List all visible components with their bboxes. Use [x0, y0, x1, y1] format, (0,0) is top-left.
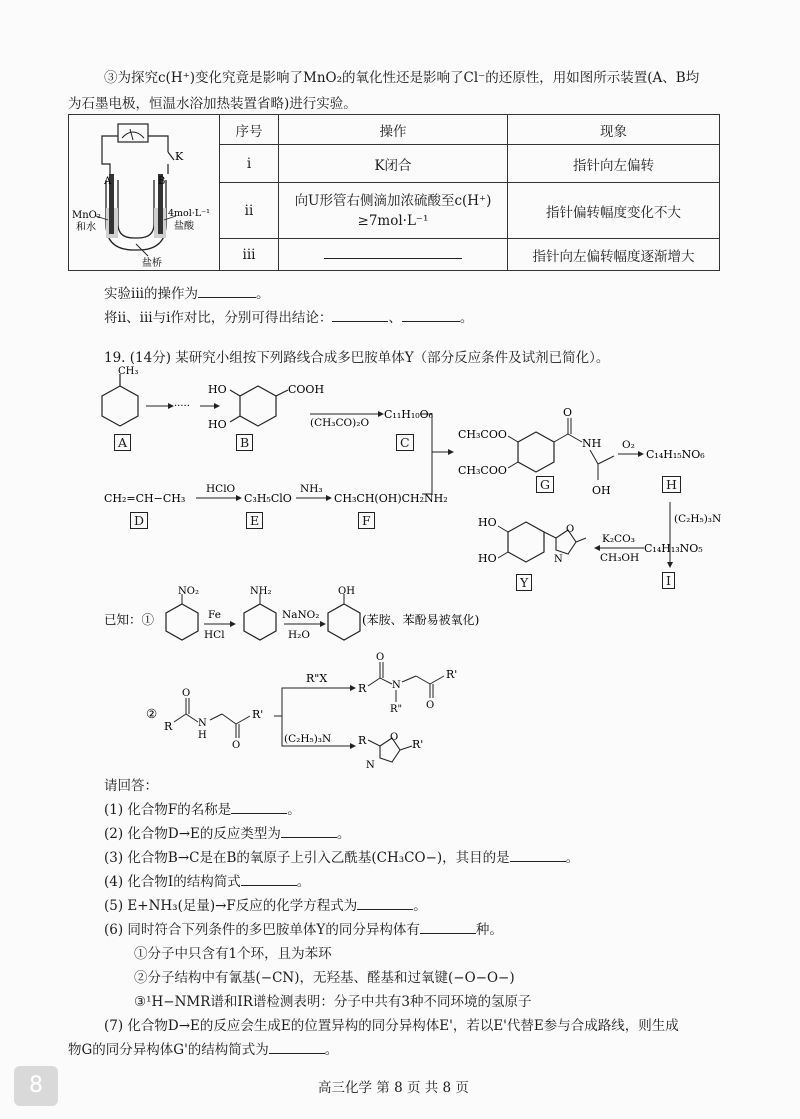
- y-ho1: HO: [478, 516, 497, 529]
- svg-text:O: O: [182, 688, 191, 699]
- label-k: K: [175, 150, 184, 163]
- label-box-e: E: [246, 512, 263, 529]
- reagent-et3n: (C₂H₅)₃N: [674, 513, 722, 525]
- question-1: (1) 化合物F的名称是 。: [104, 802, 301, 818]
- footer-text: 高三化学 第 8 页 共 8 页: [318, 1080, 469, 1096]
- question-5: (5) E+NH₃(足量)→F反应的化学方程式为 。: [104, 898, 427, 914]
- g-ac1: CH₃COO: [458, 428, 507, 441]
- svg-text:R: R: [164, 720, 173, 733]
- a-ch3: CH₃: [118, 366, 139, 377]
- reagent-k2co3: K₂CO₃: [602, 533, 635, 545]
- svg-text:O: O: [232, 740, 241, 751]
- question-4: (4) 化合物I的结构简式 。: [104, 874, 311, 890]
- known-oh: OH: [338, 586, 355, 597]
- d-formula: CH₂=CH−CH₃: [104, 492, 186, 505]
- label-a: A: [104, 176, 112, 187]
- h-formula: C₁₄H₁₅NO₆: [646, 448, 705, 461]
- svg-text:O: O: [376, 652, 385, 663]
- g-oh: OH: [592, 484, 611, 497]
- condition-1: ①分子中只含有1个环，且为苯环: [134, 946, 332, 962]
- g-nh: NH: [582, 437, 602, 450]
- svg-text:O: O: [426, 700, 435, 711]
- c-formula: C₁₁H₁₀O₆: [384, 408, 434, 421]
- label-box-f: F: [358, 512, 375, 529]
- header-phen: 现象: [508, 115, 720, 145]
- label-right1: 4mol·L⁻¹: [168, 208, 210, 219]
- row-op-line1: 向U形管右侧滴加浓硫酸至c(H⁺): [294, 192, 492, 209]
- b-cooh: COOH: [288, 383, 325, 396]
- row-op-blank: [279, 239, 508, 271]
- label-box-d: D: [130, 512, 148, 529]
- svg-text:O: O: [390, 732, 399, 743]
- q18-iii-op: 实验iii的操作为 。: [104, 286, 270, 302]
- q18-conclusion: 将ii、iii与i作对比，分别可得出结论： 、 。: [104, 310, 474, 326]
- question-7-line2: 物G的同分异构体G'的结构简式为 。: [68, 1042, 339, 1058]
- label-box-a: A: [114, 434, 131, 451]
- row-phen: 指针向左偏转: [508, 145, 720, 183]
- row-no: i: [220, 145, 279, 183]
- svg-text:R': R': [446, 668, 458, 681]
- known-rppx: R"X: [306, 672, 328, 685]
- reagent-hclo: HClO: [206, 483, 236, 495]
- y-ho2: HO: [478, 552, 497, 565]
- header-no: 序号: [220, 115, 279, 145]
- known-reactions: [100, 584, 740, 784]
- condition-2: ②分子结构中有氰基(−CN)，无羟基、醛基和过氧键(−O−O−): [134, 970, 515, 986]
- label-b: B: [158, 176, 166, 187]
- g-o: O: [563, 406, 573, 419]
- e-formula: C₃H₅ClO: [244, 492, 292, 505]
- q18-intro-line2: 为石墨电极，恒温水浴加热装置省略)进行实验。: [68, 96, 357, 112]
- answer-prompt: 请回答：: [104, 778, 158, 794]
- known-hcl: HCl: [204, 629, 225, 641]
- label-bridge: 盐桥: [142, 258, 162, 269]
- question-2: (2) 化合物D→E的反应类型为 。: [104, 826, 351, 842]
- y-n: N: [554, 554, 563, 565]
- synthesis-scheme: [60, 362, 740, 602]
- question-3: (3) 化合物B→C是在B的氧原子上引入乙酰基(CH₃CO−)，其目的是 。: [104, 850, 580, 866]
- page-number-badge: 8: [14, 1066, 58, 1106]
- svg-text:N: N: [198, 718, 207, 729]
- b-ho1: HO: [208, 383, 227, 396]
- svg-text:R': R': [252, 708, 264, 721]
- svg-text:N: N: [366, 760, 375, 771]
- label-box-g: G: [536, 476, 554, 493]
- row-op: [279, 183, 508, 239]
- header-op: 操作: [279, 115, 508, 145]
- label-box-h: H: [662, 476, 681, 493]
- svg-text:R': R': [412, 738, 424, 751]
- reagent-bc: (CH₃CO)₂O: [310, 417, 370, 429]
- svg-text:·····: ·····: [174, 401, 190, 412]
- condition-3: ③¹H−NMR谱和IR谱检测表明：分子中共有3种不同环境的氢原子: [134, 994, 532, 1010]
- known-label: 已知：①: [104, 612, 155, 627]
- label-left2: 和水: [76, 222, 96, 233]
- svg-text:R: R: [358, 682, 367, 695]
- row-phen: 指针偏转幅度变化不大: [508, 183, 720, 239]
- known-note: (苯胺、苯酚易被氧化): [362, 613, 480, 627]
- reagent-ch3oh: CH₃OH: [600, 552, 640, 564]
- label-box-y: Y: [516, 574, 532, 591]
- g-ac2: CH₃COO: [458, 464, 507, 477]
- known-fe: Fe: [208, 609, 221, 621]
- svg-text:R": R": [390, 704, 403, 715]
- question-7-line1: (7) 化合物D→E的反应会生成E的位置异构的同分异构体E'，若以E'代替E参与合成路线，则生成: [104, 1018, 679, 1034]
- compound-a-structure: [102, 366, 138, 426]
- row-phen: 指针向左偏转幅度逐渐增大: [508, 239, 720, 271]
- row-op: K闭合: [279, 145, 508, 183]
- question-6: (6) 同时符合下列条件的多巴胺单体Y的同分异构体有 种。: [104, 922, 503, 938]
- svg-text:R: R: [358, 734, 367, 747]
- known-two: ②: [146, 706, 158, 721]
- galvanic-cell-diagram: [70, 116, 218, 272]
- row-no: ii: [220, 183, 279, 239]
- label-box-c: C: [396, 434, 414, 451]
- compound-b-structure: [208, 383, 324, 431]
- row-no: iii: [220, 239, 279, 271]
- known-no2: NO₂: [178, 586, 199, 597]
- label-box-b: B: [236, 434, 253, 451]
- known-et3n: (C₂H₅)₃N: [284, 733, 332, 745]
- label-left1: MnO₂: [72, 210, 101, 221]
- reagent-o2: O₂: [622, 439, 635, 451]
- compound-y-structure: [478, 516, 586, 565]
- svg-text:N: N: [392, 680, 401, 691]
- q19-title: 19. (14分) 某研究小组按下列路线合成多巴胺单体Y（部分反应条件及试剂已简化）。: [104, 350, 610, 366]
- i-formula: C₁₄H₁₃NO₅: [644, 542, 703, 555]
- known-nano2: NaNO₂: [282, 609, 320, 621]
- label-box-i: I: [662, 572, 675, 589]
- reagent-nh3: NH₃: [300, 483, 323, 495]
- known-nh2: NH₂: [250, 586, 272, 597]
- f-formula: CH₃CH(OH)CH₂NH₂: [334, 492, 448, 505]
- svg-text:H: H: [198, 730, 207, 741]
- b-ho2: HO: [208, 418, 227, 431]
- known-h2o: H₂O: [288, 629, 310, 641]
- row-op-line2: ≥7mol·L⁻¹: [357, 212, 429, 229]
- label-right2: 盐酸: [174, 221, 194, 232]
- y-o: O: [566, 524, 575, 535]
- q18-intro-line1: ③为探究c(H⁺)变化究竟是影响了MnO₂的氧化性还是影响了Cl⁻的还原性，用如图所示装置(A、B均: [104, 70, 700, 86]
